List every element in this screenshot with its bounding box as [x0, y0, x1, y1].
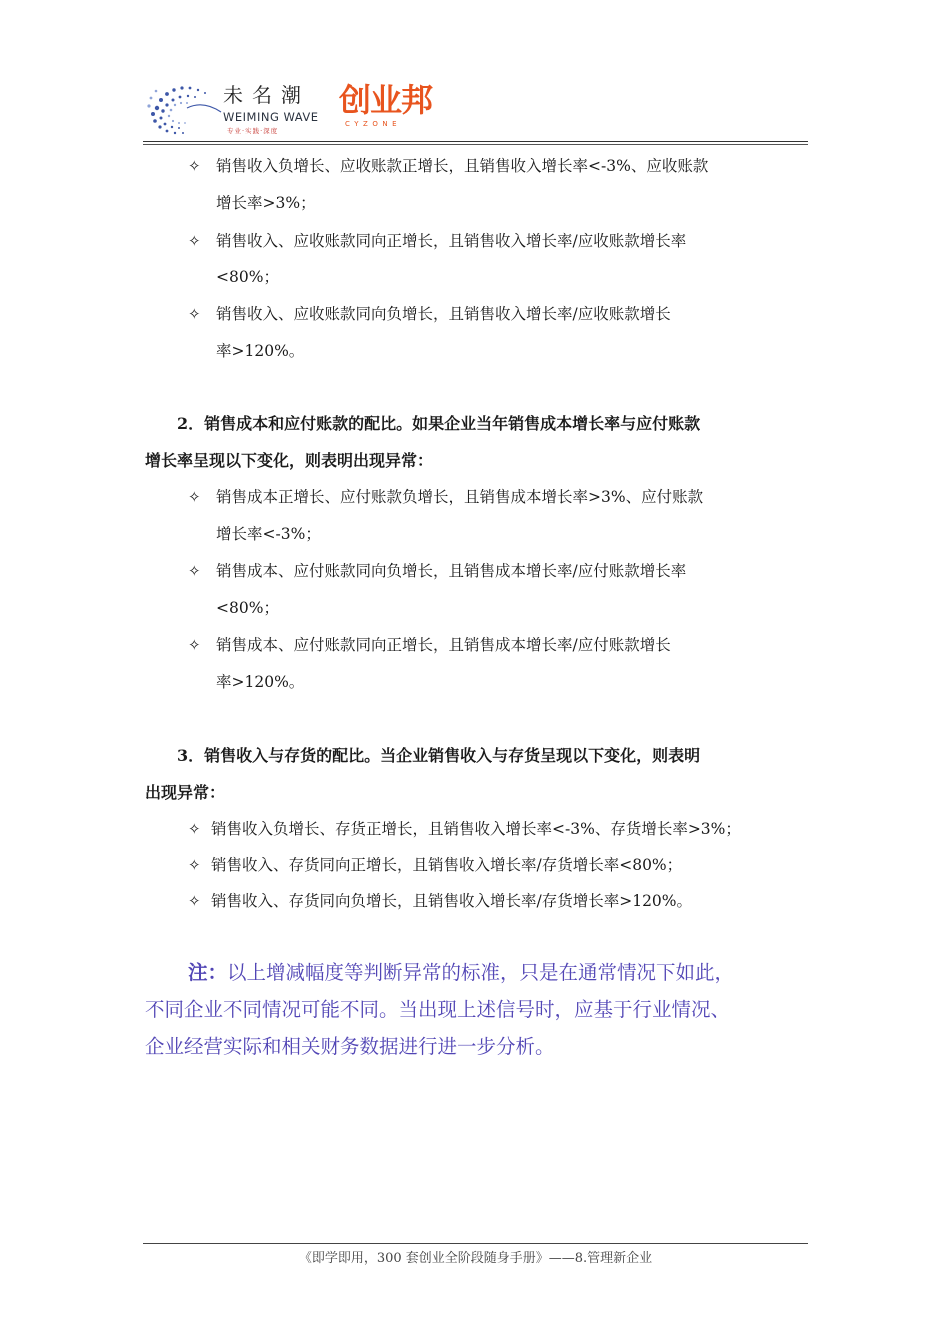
- footer-rule: [143, 1243, 808, 1244]
- bullet-text: 销售收入负增长、存货正增长，且销售收入增长率<-3%、存货增长率>3%；: [211, 820, 741, 838]
- header-rule: [143, 141, 808, 142]
- section-heading: 3．销售收入与存货的配比。当企业销售收入与存货呈现以下变化，则表明: [177, 746, 701, 765]
- note-line-3: 企业经营实际和相关财务数据进行进一步分析。: [145, 1035, 555, 1058]
- diamond-bullet-icon: ✧: [188, 892, 201, 910]
- diamond-bullet-icon: ✧: [188, 636, 201, 654]
- cyzone-logo: 创业邦: [339, 81, 433, 119]
- header-rule-2: [143, 144, 808, 145]
- bullet-text: 销售成本正增长、应付账款负增长，且销售成本增长率>3%、应付账款: [216, 488, 704, 506]
- list-item: [188, 889, 693, 913]
- list-item: [188, 817, 741, 841]
- logo-chinese-name: 未名潮: [223, 83, 310, 107]
- diamond-bullet-icon: ✧: [188, 562, 201, 580]
- list-item-continuation: 增长率<-3%；: [216, 525, 321, 543]
- diamond-bullet-icon: ✧: [188, 488, 201, 506]
- diamond-bullet-icon: ✧: [188, 305, 201, 323]
- list-item: [188, 229, 687, 253]
- diamond-bullet-icon: ✧: [188, 157, 201, 175]
- bullet-text: 销售收入、存货同向正增长，且销售收入增长率/存货增长率<80%；: [211, 856, 683, 874]
- bullet-text: 销售收入、存货同向负增长，且销售收入增长率/存货增长率>120%。: [211, 892, 693, 910]
- bullet-text: 销售收入、应收账款同向正增长，且销售收入增长率/应收账款增长率: [216, 232, 687, 250]
- bullet-text: 销售收入负增长、应收账款正增长，且销售收入增长率<-3%、应收账款: [216, 157, 709, 175]
- weiming-wave-logo-icon: [143, 78, 223, 136]
- section-heading: 2．销售成本和应付账款的配比。如果企业当年销售成本增长率与应付账款: [177, 414, 701, 433]
- list-item-continuation: <80%；: [216, 268, 279, 286]
- list-item: [188, 302, 671, 326]
- list-item: [188, 559, 687, 583]
- page-footer: 《即学即用，300 套创业全阶段随身手册》——8.管理新企业: [298, 1251, 653, 1266]
- page-header: [143, 70, 808, 140]
- section-heading-continuation: 增长率呈现以下变化，则表明出现异常：: [145, 451, 434, 470]
- logo-tagline: 专业·实践·深度: [227, 127, 279, 135]
- bullet-text: 销售成本、应付账款同向正增长，且销售成本增长率/应付账款增长: [216, 636, 671, 654]
- diamond-bullet-icon: ✧: [188, 820, 201, 838]
- note-line-2: 不同企业不同情况可能不同。当出现上述信号时，应基于行业情况、: [145, 998, 731, 1021]
- list-item-continuation: <80%；: [216, 599, 279, 617]
- list-item-continuation: 率>120%。: [216, 342, 305, 360]
- list-item-continuation: 增长率>3%；: [216, 194, 316, 212]
- logo-english-name: WEIMING WAVE: [223, 110, 319, 124]
- diamond-bullet-icon: ✧: [188, 856, 201, 874]
- list-item: [188, 853, 683, 877]
- note-label: 注：: [188, 961, 228, 984]
- bullet-text: 销售成本、应付账款同向负增长，且销售成本增长率/应付账款增长率: [216, 562, 687, 580]
- list-item-continuation: 率>120%。: [216, 673, 305, 691]
- bullet-text: 销售收入、应收账款同向负增长，且销售收入增长率/应收账款增长: [216, 305, 671, 323]
- list-item: [188, 485, 704, 509]
- section-heading-continuation: 出现异常：: [145, 783, 226, 802]
- list-item: [188, 154, 709, 178]
- note-line-1: 以上增减幅度等判断异常的标准，只是在通常情况下如此，: [227, 961, 735, 984]
- list-item: [188, 633, 671, 657]
- diamond-bullet-icon: ✧: [188, 232, 201, 250]
- cyzone-logo-sub: CYZONE: [345, 120, 402, 128]
- note-paragraph: [145, 954, 815, 991]
